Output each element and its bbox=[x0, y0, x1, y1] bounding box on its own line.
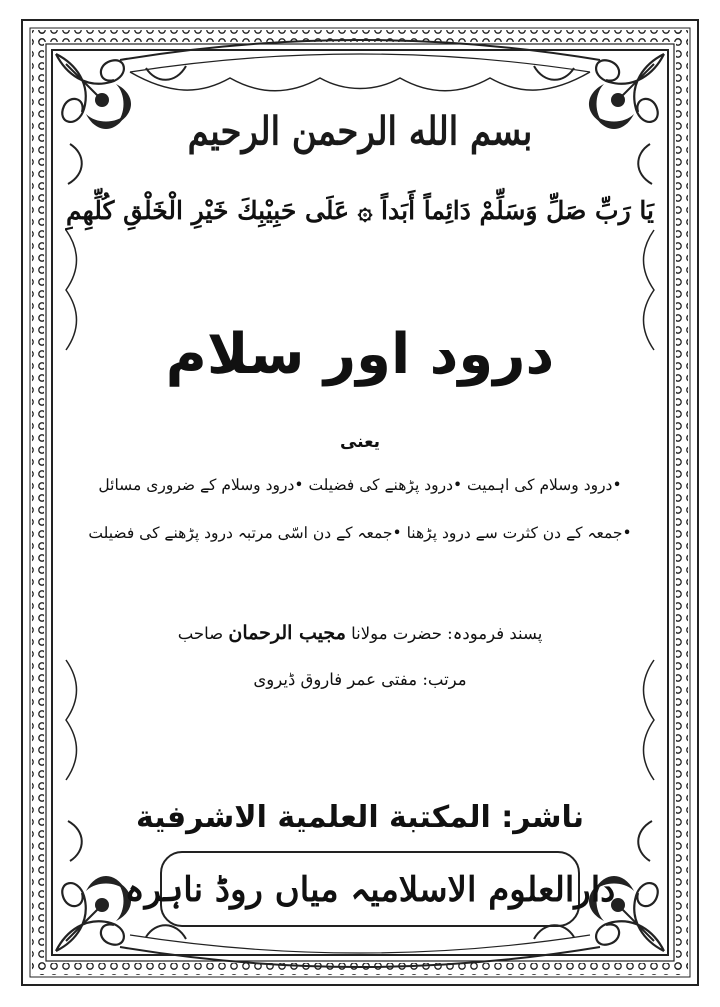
subtitle-yani: یعنی bbox=[339, 432, 381, 452]
endorsement-prefix: پسند فرمودہ: حضرت مولانا bbox=[351, 624, 543, 643]
publisher-name: ناشر: المكتبة العلمية الاشرفية bbox=[136, 800, 584, 835]
institution-box bbox=[124, 851, 616, 927]
bismillah-calligraphy: بسم الله الرحمن الرحيم bbox=[187, 109, 533, 155]
endorsement bbox=[60, 622, 660, 644]
endorser-name: مجیب الرحمان bbox=[228, 622, 346, 644]
salawat-verse: يَا رَبِّ صَلِّ وَسَلِّمْ دَائِماً أَبَداً ۞ عَلَى حَبِيْبِكَ خَيْرِ الْخَلْقِ كُلِّهِمِ bbox=[66, 196, 654, 225]
topics-line-2: •جمعہ کے دن کثرت سے درود پڑھنا •جمعہ کے دن اسّی مرتبہ درود پڑھنے کی فضیلت bbox=[88, 524, 632, 542]
topics-line-1: •درود وسلام کی اہمیت •درود پڑھنے کی فضیلت •درود وسلام کے ضروری مسائل bbox=[98, 476, 622, 494]
book-title: درود اور سلام bbox=[165, 322, 555, 387]
compiler-credit: مرتب: مفتی عمر فاروق ڈیروی bbox=[253, 670, 467, 689]
institution-name: دارالعلوم الاسلامیہ میاں روڈ ناہرہ bbox=[124, 869, 616, 910]
endorsement-suffix: صاحب bbox=[177, 624, 224, 643]
